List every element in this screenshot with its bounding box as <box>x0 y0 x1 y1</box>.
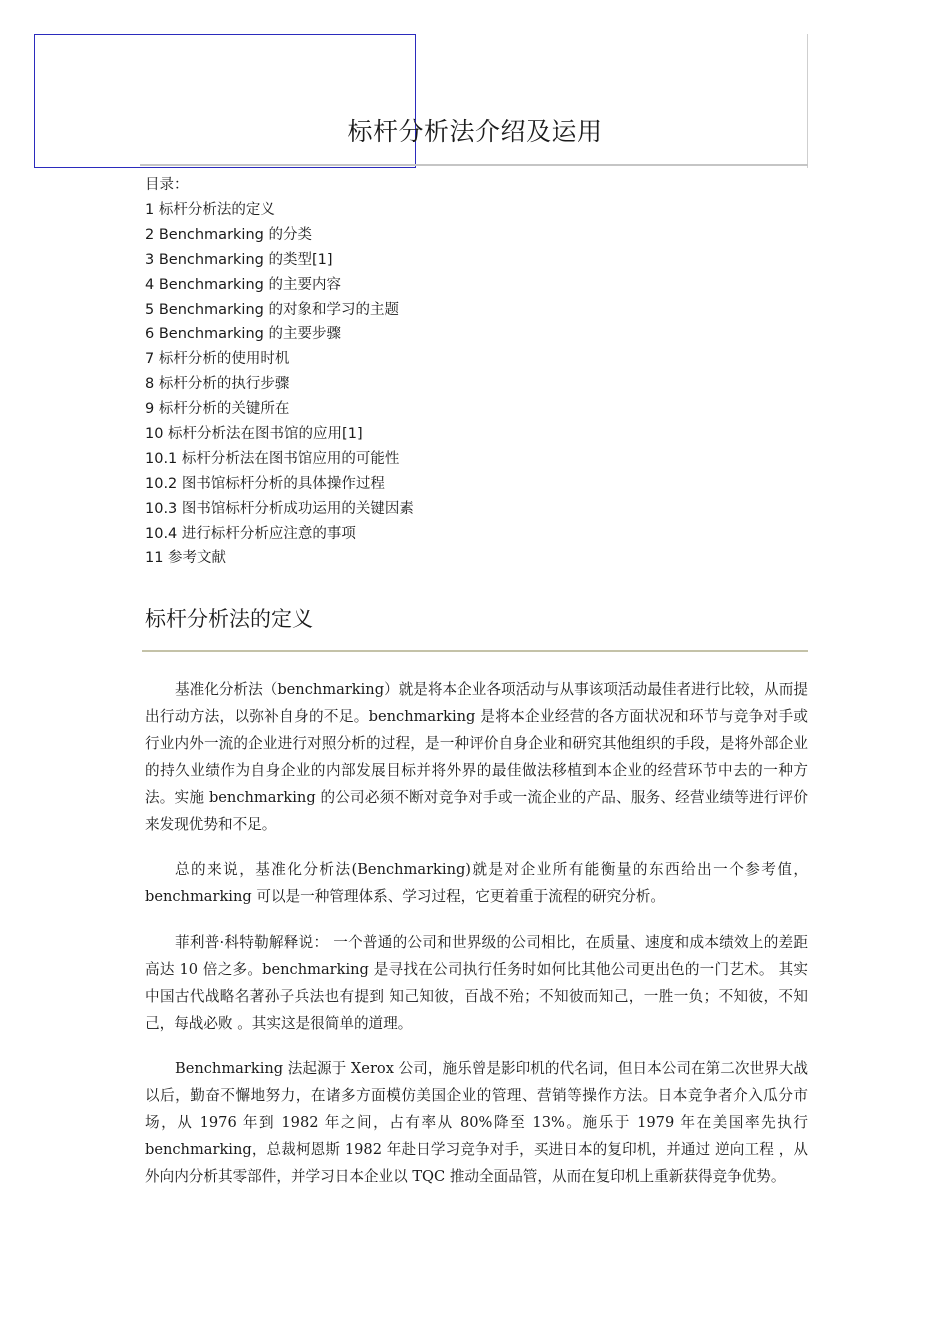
toc-item[interactable]: 10.2 图书馆标杆分析的具体操作过程 <box>145 475 385 492</box>
body-paragraph: Benchmarking 法起源于 Xerox 公司，施乐曾是影印机的代名词，但日本公司在第二次世界大战以后，勤奋不懈地努力，在诸多方面模仿美国企业的管理、营销等操作方法。日本竞争者介入瓜分市场，从 1976 年到 1982 年之间，占有率从 80%降至 13%。施乐于 1979 年在美国率先执行 benchmarking，总裁柯恩斯 1982 年赴日学习竞争对手，买进日本的复印机，并通过 逆向工程 ，从外向内分析其零部件，并学习日本企业以 TQC 推动全面品管，从而在复印机上重新获得竞争优势。 <box>145 1060 808 1185</box>
document-title: 标杆分析法介绍及运用 <box>347 117 603 146</box>
body-paragraph: 基准化分析法（benchmarking）就是将本企业各项活动与从事该项活动最佳者进行比较，从而提出行动方法，以弥补自身的不足。benchmarking 是将本企业经营的各方面状况和环节与竞争对手或行业内外一流的企业进行对照分析的过程，是一种评价自身企业和研究其他组织的手段，是将外部企业的持久业绩作为自身企业的内部发展目标并将外界的最佳做法移植到本企业的经营环节中去的一种方法。实施 benchmarking 的公司必须不断对竞争对手或一流企业的产品、服务、经营业绩等进行评价来发现优势和不足。 <box>145 681 808 833</box>
toc-item[interactable]: 10 标杆分析法在图书馆的应用[1] <box>145 426 363 443</box>
toc-item[interactable]: 6 Benchmarking 的主要步骤 <box>145 326 341 343</box>
toc-item[interactable]: 10.4 进行标杆分析应注意的事项 <box>145 525 356 542</box>
body-paragraph: 总的来说，基准化分析法(Benchmarking)就是对企业所有能衡量的东西给出一个参考值，benchmarking 可以是一种管理体系、学习过程，它更着重于流程的研究分析。 <box>145 861 808 905</box>
toc-item[interactable]: 9 标杆分析的关键所在 <box>145 401 290 418</box>
toc-item[interactable]: 1 标杆分析法的定义 <box>145 202 275 218</box>
table-of-contents <box>145 173 765 571</box>
toc-item[interactable]: 7 标杆分析的使用时机 <box>145 351 290 368</box>
section-divider <box>142 650 808 652</box>
title-divider <box>140 164 808 166</box>
toc-item[interactable]: 2 Benchmarking 的分类 <box>145 226 312 243</box>
toc-item[interactable]: 8 标杆分析的执行步骤 <box>145 376 290 393</box>
toc-item[interactable]: 10.1 标杆分析法在图书馆应用的可能性 <box>145 450 400 467</box>
toc-item[interactable]: 4 Benchmarking 的主要内容 <box>145 276 341 293</box>
toc-heading: 目录： <box>145 177 189 193</box>
section-heading: 标杆分析法的定义 <box>145 607 313 631</box>
body-paragraph: 菲利普·科特勒解释说： 一个普通的公司和世界级的公司相比，在质量、速度和成本绩效上的差距高达 10 倍之多。benchmarking 是寻找在公司执行任务时如何比其他公司更出色的一门艺术。 其实中国古代战略名著孙子兵法也有提到 知己知彼，百战不殆；不知彼而知己，一胜一负；不知彼，不知己，每战必败 。其实这是很简单的道理。 <box>145 934 808 1032</box>
toc-item[interactable]: 5 Benchmarking 的对象和学习的主题 <box>145 301 399 318</box>
toc-item[interactable]: 11 参考文献 <box>145 550 227 567</box>
toc-item[interactable]: 3 Benchmarking 的类型[1] <box>145 251 333 268</box>
toc-item[interactable]: 10.3 图书馆标杆分析成功运用的关键因素 <box>145 500 414 517</box>
